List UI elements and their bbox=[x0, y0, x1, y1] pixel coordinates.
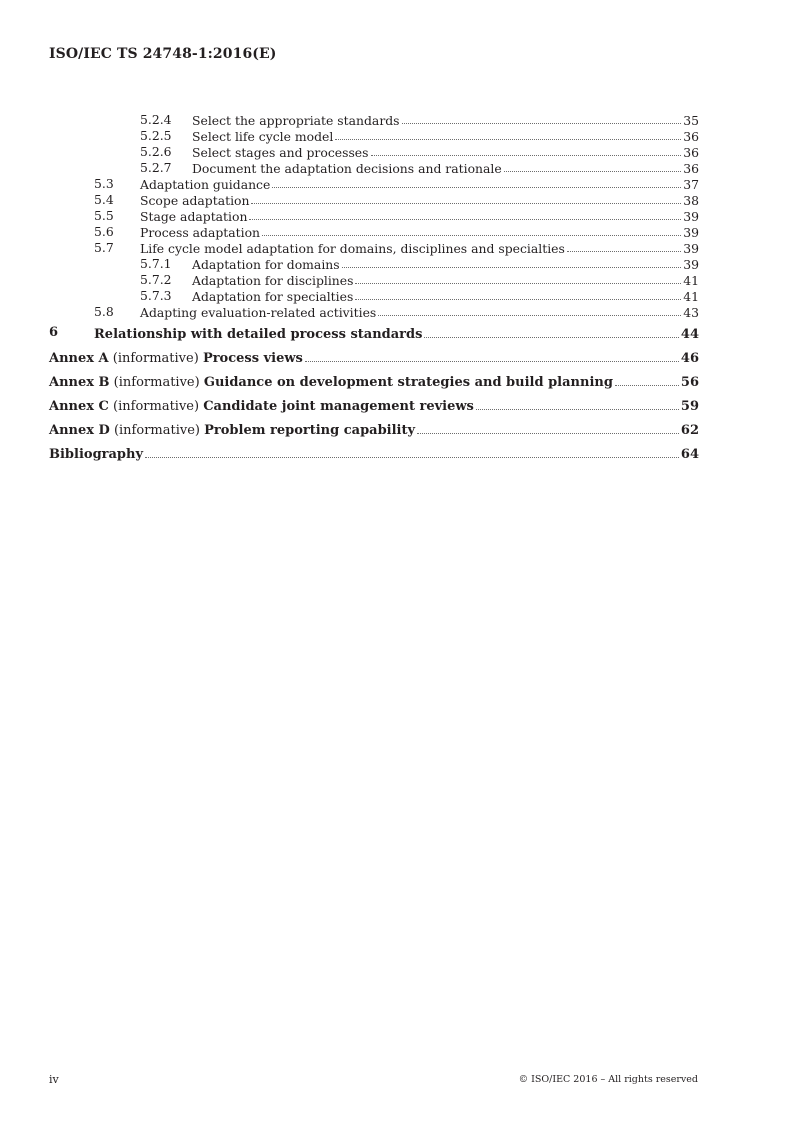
annex-informative: (informative) bbox=[113, 399, 200, 414]
toc-annex-c[interactable] bbox=[49, 394, 699, 414]
toc-entry-number: 5.5 bbox=[94, 208, 114, 223]
toc-entry-page: 39 bbox=[683, 257, 699, 272]
toc-entry-5-7-1[interactable] bbox=[49, 256, 699, 272]
annex-title: Candidate joint management reviews bbox=[203, 399, 474, 414]
toc-entry-5-2-6[interactable] bbox=[49, 144, 699, 160]
annex-page: 62 bbox=[680, 423, 699, 438]
toc-entry-title: Document the adaptation decisions and rationale bbox=[192, 161, 502, 176]
dot-leader bbox=[567, 251, 681, 252]
dot-leader bbox=[262, 235, 681, 236]
toc-entry-page: 38 bbox=[683, 193, 699, 208]
toc-entry-5-4[interactable] bbox=[49, 192, 699, 208]
toc-entry-number: 5.2.6 bbox=[140, 144, 172, 159]
dot-leader bbox=[251, 203, 681, 204]
copyright-notice: © ISO/IEC 2016 – All rights reserved bbox=[518, 1074, 698, 1085]
table-of-contents bbox=[49, 112, 699, 462]
toc-bibliography[interactable] bbox=[49, 442, 699, 462]
toc-entry-title: Relationship with detailed process standards bbox=[94, 327, 423, 342]
annex-informative: (informative) bbox=[112, 351, 199, 366]
toc-annex-a[interactable] bbox=[49, 346, 699, 366]
annex-informative: (informative) bbox=[113, 375, 200, 390]
dot-leader bbox=[424, 337, 678, 338]
toc-entry-5-8[interactable] bbox=[49, 304, 699, 320]
toc-entry-number: 5.2.4 bbox=[140, 112, 172, 127]
toc-annex-b[interactable] bbox=[49, 370, 699, 390]
bibliography-title: Bibliography bbox=[49, 447, 144, 462]
toc-entry-5-6[interactable] bbox=[49, 224, 699, 240]
toc-entry-number: 5.7.3 bbox=[140, 288, 172, 303]
toc-entry-title: Select stages and processes bbox=[192, 145, 369, 160]
toc-entry-number: 5.3 bbox=[94, 176, 114, 191]
toc-entry-page: 41 bbox=[683, 289, 699, 304]
toc-entry-number: 5.8 bbox=[94, 304, 114, 319]
document-id-header: ISO/IEC TS 24748-1:2016(E) bbox=[49, 46, 277, 62]
annex-title: Problem reporting capability bbox=[204, 423, 416, 438]
annex-label: Annex C bbox=[49, 399, 109, 414]
annex-label: Annex A bbox=[49, 351, 109, 366]
annex-page: 59 bbox=[680, 399, 699, 414]
toc-entry-page: 39 bbox=[683, 241, 699, 256]
toc-entry-page: 41 bbox=[683, 273, 699, 288]
toc-entry-title: Adaptation for specialties bbox=[192, 289, 354, 304]
dot-leader bbox=[476, 409, 679, 410]
dot-leader bbox=[335, 139, 681, 140]
toc-entry-5-2-7[interactable] bbox=[49, 160, 699, 176]
toc-entry-6[interactable] bbox=[49, 322, 699, 342]
toc-entry-title: Adaptation for disciplines bbox=[192, 273, 354, 288]
toc-entry-title: Select life cycle model bbox=[192, 129, 334, 144]
dot-leader bbox=[355, 299, 681, 300]
toc-entry-title: Process adaptation bbox=[140, 225, 261, 240]
toc-entry-5-3[interactable] bbox=[49, 176, 699, 192]
dot-leader bbox=[305, 361, 679, 362]
page-number: iv bbox=[49, 1073, 59, 1086]
dot-leader bbox=[371, 155, 682, 156]
annex-page: 56 bbox=[680, 375, 699, 390]
toc-entry-number: 5.2.5 bbox=[140, 128, 172, 143]
toc-entry-title: Adaptation guidance bbox=[140, 177, 271, 192]
toc-entry-number: 5.4 bbox=[94, 192, 114, 207]
annex-informative: (informative) bbox=[113, 423, 200, 438]
toc-entry-page: 36 bbox=[683, 145, 699, 160]
toc-entry-title: Adapting evaluation-related activities bbox=[140, 305, 377, 320]
toc-entry-page: 36 bbox=[683, 161, 699, 176]
dot-leader bbox=[249, 219, 681, 220]
annex-title: Process views bbox=[202, 351, 303, 366]
toc-entry-5-5[interactable] bbox=[49, 208, 699, 224]
toc-entry-number: 5.7.2 bbox=[140, 272, 172, 287]
dot-leader bbox=[504, 171, 682, 172]
toc-entry-number: 5.6 bbox=[94, 224, 114, 239]
toc-entry-title: Stage adaptation bbox=[140, 209, 248, 224]
toc-entry-number: 5.7 bbox=[94, 240, 114, 255]
toc-entry-number: 6 bbox=[49, 325, 59, 340]
toc-entry-title: Select the appropriate standards bbox=[192, 113, 400, 128]
annex-label: Annex B bbox=[49, 375, 110, 390]
toc-entry-5-7[interactable] bbox=[49, 240, 699, 256]
dot-leader bbox=[378, 315, 681, 316]
toc-entry-title: Scope adaptation bbox=[140, 193, 250, 208]
toc-entry-5-7-3[interactable] bbox=[49, 288, 699, 304]
toc-entry-5-7-2[interactable] bbox=[49, 272, 699, 288]
toc-entry-page: 39 bbox=[683, 209, 699, 224]
dot-leader bbox=[145, 457, 679, 458]
dot-leader bbox=[342, 267, 682, 268]
toc-entry-page: 44 bbox=[680, 327, 699, 342]
annex-label: Annex D bbox=[49, 423, 110, 438]
dot-leader bbox=[402, 123, 682, 124]
dot-leader bbox=[355, 283, 681, 284]
dot-leader bbox=[272, 187, 681, 188]
toc-entry-page: 37 bbox=[683, 177, 699, 192]
bibliography-page: 64 bbox=[680, 447, 699, 462]
toc-entry-5-2-5[interactable] bbox=[49, 128, 699, 144]
toc-entry-number: 5.7.1 bbox=[140, 256, 172, 271]
annex-page: 46 bbox=[680, 351, 699, 366]
toc-entry-page: 35 bbox=[683, 113, 699, 128]
toc-entry-page: 39 bbox=[683, 225, 699, 240]
toc-annex-d[interactable] bbox=[49, 418, 699, 438]
toc-entry-5-2-4[interactable] bbox=[49, 112, 699, 128]
toc-entry-page: 36 bbox=[683, 129, 699, 144]
dot-leader bbox=[615, 385, 679, 386]
annex-title: Guidance on development strategies and build planning bbox=[203, 375, 613, 390]
dot-leader bbox=[417, 433, 679, 434]
toc-entry-number: 5.2.7 bbox=[140, 160, 172, 175]
toc-entry-page: 43 bbox=[683, 305, 699, 320]
toc-entry-title: Adaptation for domains bbox=[192, 257, 340, 272]
toc-entry-title: Life cycle model adaptation for domains, disciplines and specialties bbox=[140, 241, 565, 256]
